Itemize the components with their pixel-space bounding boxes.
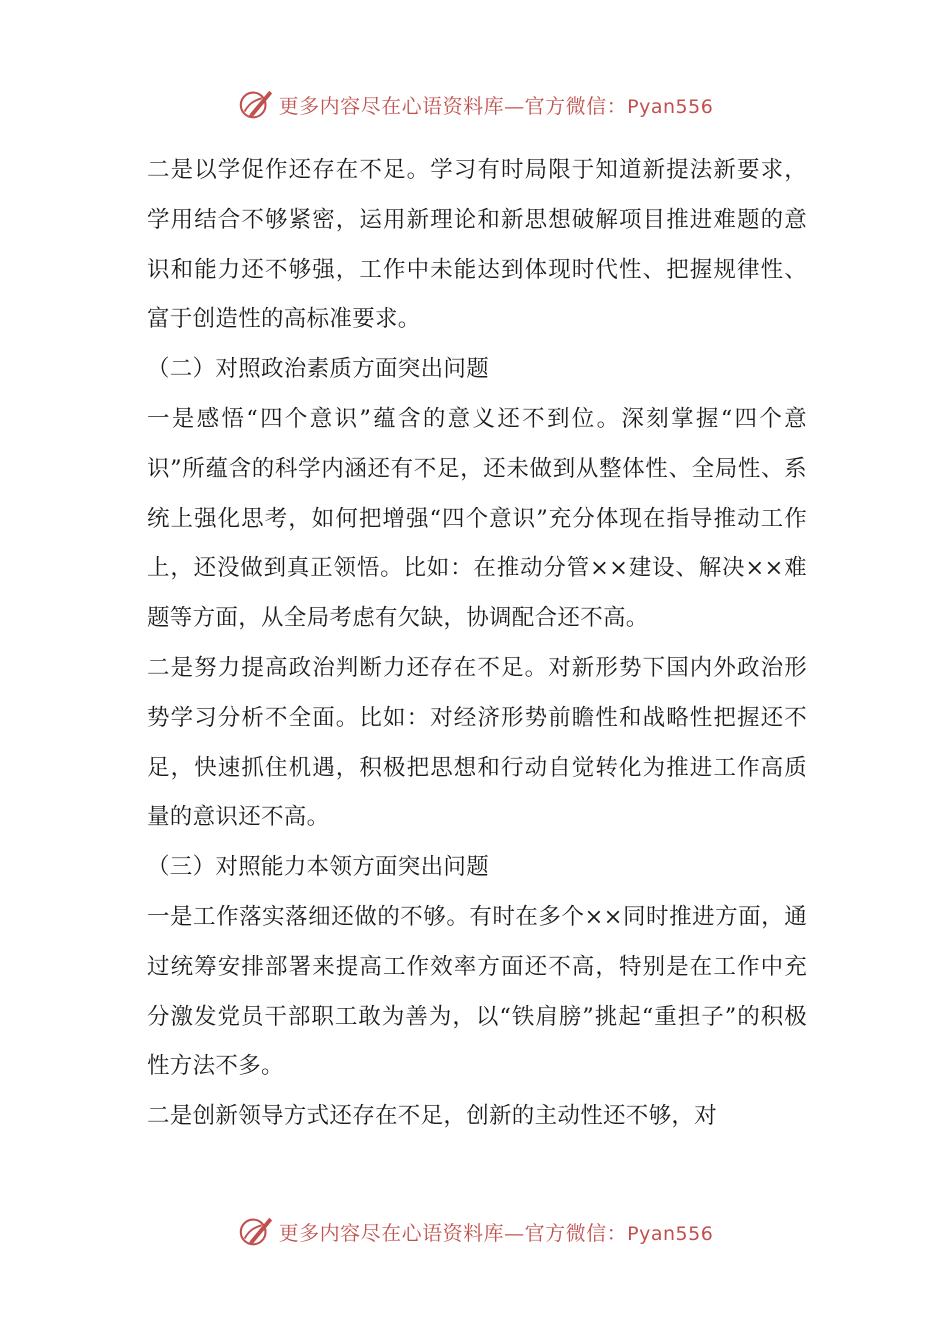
paragraph: 二是以学促作还存在不足。学习有时局限于知道新提法新要求，学用结合不够紧密，运用新理论和新思想破解项目推进难题的意识和能力还不够强，工作中未能达到体现时代性、把握规律性、富于创造性的高标准要求。: [147, 157, 807, 333]
section-heading: （三）对照能力本领方面突出问题: [147, 854, 490, 881]
paragraph: 一是工作落实落细还做的不够。有时在多个××同时推进方面，通过统筹安排部署来提高工作效率方面还不高，特别是在工作中充分激发党员干部职工敢为善为，以“铁肩膀”挑起“重担子”的积极性方法不多。: [147, 903, 807, 1080]
paragraph: 二是努力提高政治判断力还存在不足。对新形势下国内外政治形势学习分析不全面。比如：对经济形势前瞻性和战略性把握还不足，快速抓住机遇，积极把思想和行动自觉转化为推进工作高质量的意识还不高。: [147, 654, 807, 831]
paragraph: 二是创新领导方式还存在不足，创新的主动性还不够，对: [147, 1103, 718, 1130]
watermark-text: 更多内容尽在心语资料库—官方微信：Pyan556: [278, 1220, 714, 1245]
watermark-header: [0, 84, 950, 124]
watermark-footer: [0, 1211, 950, 1251]
document-body: [147, 146, 807, 1142]
pen-logo-icon: [237, 85, 275, 123]
pen-logo-icon: [237, 1212, 275, 1250]
watermark-text: 更多内容尽在心语资料库—官方微信：Pyan556: [278, 93, 714, 118]
paragraph: 一是感悟“四个意识”蕴含的意义还不到位。深刻掌握“四个意识”所蕴含的科学内涵还有不足，还未做到从整体性、全局性、系统上强化思考，如何把增强“四个意识”充分体现在指导推动工作上，还没做到真正领悟。比如：在推动分管××建设、解决××难题等方面，从全局考虑有欠缺，协调配合还不高。: [147, 405, 807, 632]
section-heading: （二）对照政治素质方面突出问题: [147, 356, 490, 383]
